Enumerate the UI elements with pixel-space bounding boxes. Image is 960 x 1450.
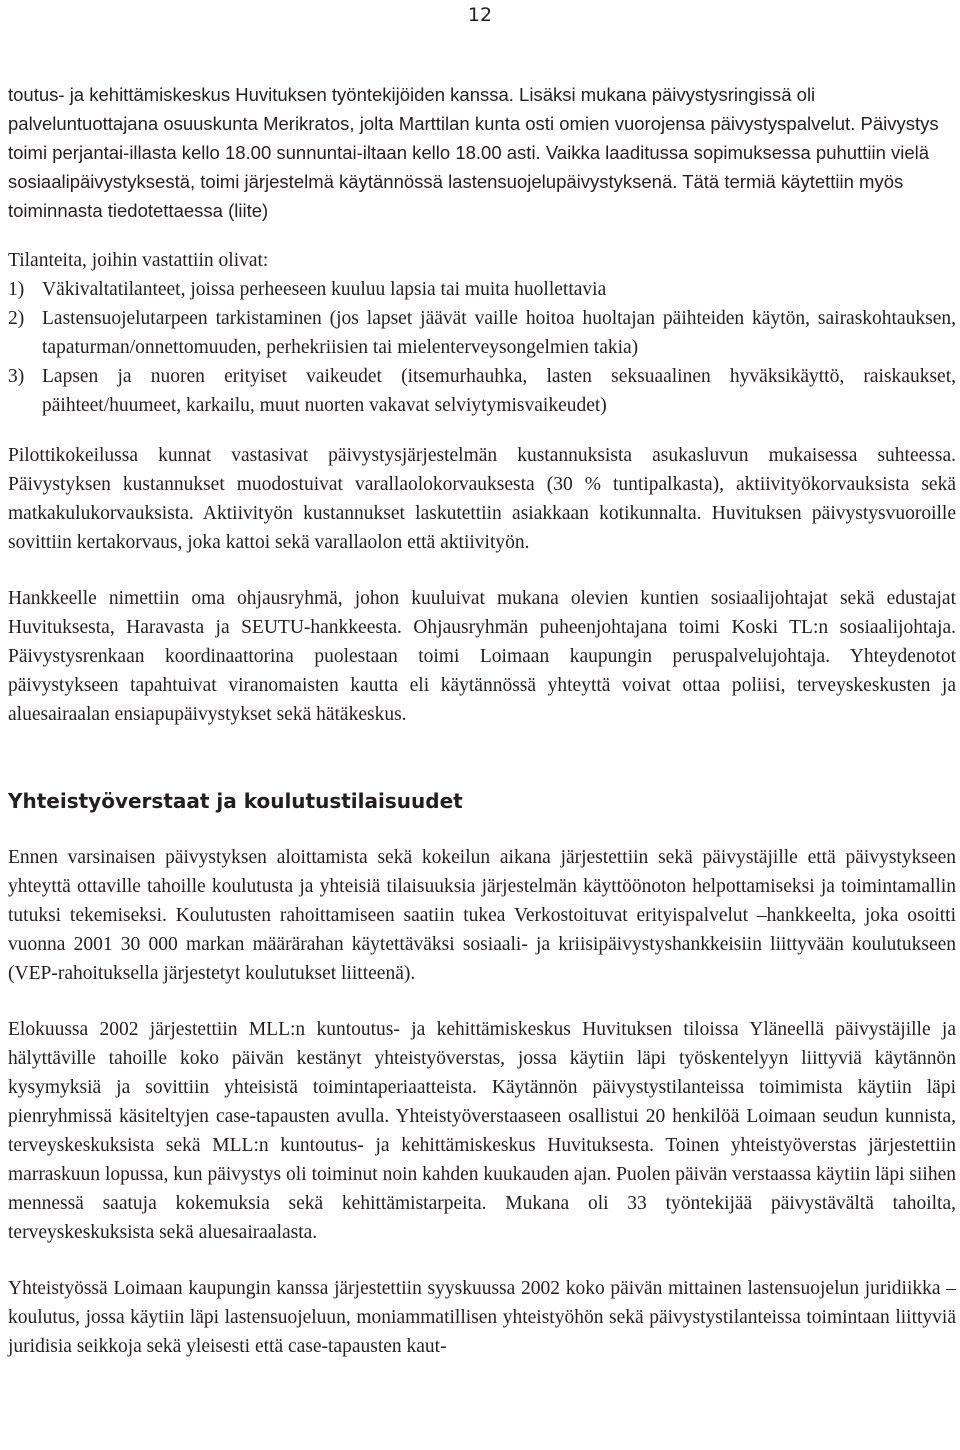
steering-group-paragraph: Hankkeelle nimettiin oma ohjausryhmä, johon kuuluivat mukana olevien kuntien sosiaalijohtajat sekä edustajat Huvituksesta, Haravasta ja SEUTU-hankkeesta. Ohjausryhmän puheenjohtajana toimi Koski TL:n sosiaalijohtaja. Päivystysrenkaan koordinaattorina puolestaan toimi Loimaan kaupungin peruspalvelujohtaja. Yhteydenotot päivystykseen tapahtuivat viranomaisten kautta eli käytännössä yhteyttä voivat ottaa poliisi, terveyskeskusten ja aluesairaalan ensiapupäivystykset sekä hätäkeskus. (8, 588, 956, 725)
situations-list (8, 275, 956, 420)
list-item-text: Lastensuojelutarpeen tarkistaminen (jos lapset jäävät vaille hoitoa huoltajan päihteiden käytön, sairaskohtauksen, tapaturman/onnettomuuden, perhekriisien tai mielenterveysongelmien takia) (42, 308, 956, 358)
intro-paragraph: toutus- ja kehittämiskeskus Huvituksen työntekijöiden kanssa. Lisäksi mukana päivystysringissä oli palveluntuottajana osuuskunta Merikratos, jolta Marttilan kunta osti omien vuorojensa päivystyspalvelut. Päivystys toimi perjantai-illasta kello 18.00 sunnuntai-iltaan kello 18.00 asti. Vaikka laaditussa sopimuksessa puhuttiin vielä sosiaalipäivystyksestä, toimi järjestelmä käytännössä lastensuojelupäivystyksenä. Tätä termiä käytettiin myös toiminnasta tiedotettaessa (liite) (8, 84, 939, 221)
list-item (8, 362, 956, 420)
list-item (8, 304, 956, 362)
list-item-number: 3) (8, 366, 25, 387)
list-item (8, 275, 956, 304)
page-content (8, 80, 956, 1361)
list-item-text: Väkivaltatilanteet, joissa perheeseen kuuluu lapsia tai muita huollettavia (42, 279, 607, 300)
list-item-number: 1) (8, 279, 25, 300)
costs-paragraph: Pilottikokeilussa kunnat vastasivat päivystysjärjestelmän kustannuksista asukasluvun mukaisessa suhteessa. Päivystyksen kustannukset muodostuivat varallaolokorvauksesta (30 % tuntipalkasta), aktiivityökorvauksista sekä matkakulukorvauksista. Aktiivityön kustannukset laskutettiin asiakkaan kotikunnalta. Huvituksen päivystysvuoroille sovittiin kertakorvaus, joka kattoi sekä varallaolon että aktiivityön. (8, 445, 956, 553)
workshop-paragraph: Elokuussa 2002 järjestettiin MLL:n kuntoutus- ja kehittämiskeskus Huvituksen tiloissa Yläneellä päivystäjille ja hälyttäville tahoille koko päivän kestänyt yhteistyöverstas, jossa käytiin läpi työskentelyyn liittyviä käytännön kysymyksiä ja sovittiin yhteisistä toimintaperiaatteista. Käytännön päivystystilanteissa toimimista käytiin läpi pienryhmissä käsiteltyjen case-tapausten avulla. Yhteistyöverstaaseen osallistui 20 henkilöä Loimaan seudun kunnista, terveyskeskuksista sekä MLL:n kuntoutus- ja kehittämiskeskus Huvituksesta. Toinen yhteistyöverstas järjestettiin marraskuun lopussa, kun päivystys oli toiminut noin kahden kuukauden ajan. Puolen päivän verstaassa käytiin läpi siihen mennessä saatuja kokemuksia sekä kehittämistarpeita. Mukana oli 33 työntekijää päivystävältä tahoilta, terveyskeskuksista sekä aluesairaalasta. (8, 1019, 956, 1243)
section-heading: Yhteistyöverstaat ja koulutustilaisuudet (8, 789, 463, 813)
situations-intro: Tilanteita, joihin vastattiin olivat: (8, 250, 269, 271)
page-number: 12 (467, 4, 493, 26)
list-item-number: 2) (8, 308, 25, 329)
training-paragraph: Ennen varsinaisen päivystyksen aloittamista sekä kokeilun aikana järjestettiin sekä päivystäjille että päivystykseen yhteyttä ottaville tahoille koulutusta ja yhteisiä tilaisuuksia järjestelmän käyttöönoton helpottamiseksi ja toimintamallin tutuksi tekemiseksi. Koulutusten rahoittamiseen saatiin tukea Verkostoituvat erityispalvelut –hankkeelta, joka osoitti vuonna 2001 30 000 markan määrärahan käytettäväksi sosiaali- ja kriisipäivystyshankkeisiin liittyvään koulutukseen (VEP-rahoituksella järjestetyt koulutukset liitteenä). (8, 847, 956, 984)
legal-training-paragraph: Yhteistyössä Loimaan kaupungin kanssa järjestettiin syyskuussa 2002 koko päivän mittainen lastensuojelun juridiikka –koulutus, jossa käytiin läpi lastensuojeluun, moniammatillisen yhteistyöhön sekä päivystystilanteissa toimintaan liittyviä juridisia seikkoja sekä yleisesti että case-tapausten kaut- (8, 1278, 956, 1357)
list-item-text: Lapsen ja nuoren erityiset vaikeudet (itsemurhauhka, lasten seksuaalinen hyväksikäyttö, raiskaukset, päihteet/huumeet, karkailu, muut nuorten vakavat selviytymisvaikeudet) (42, 366, 956, 416)
